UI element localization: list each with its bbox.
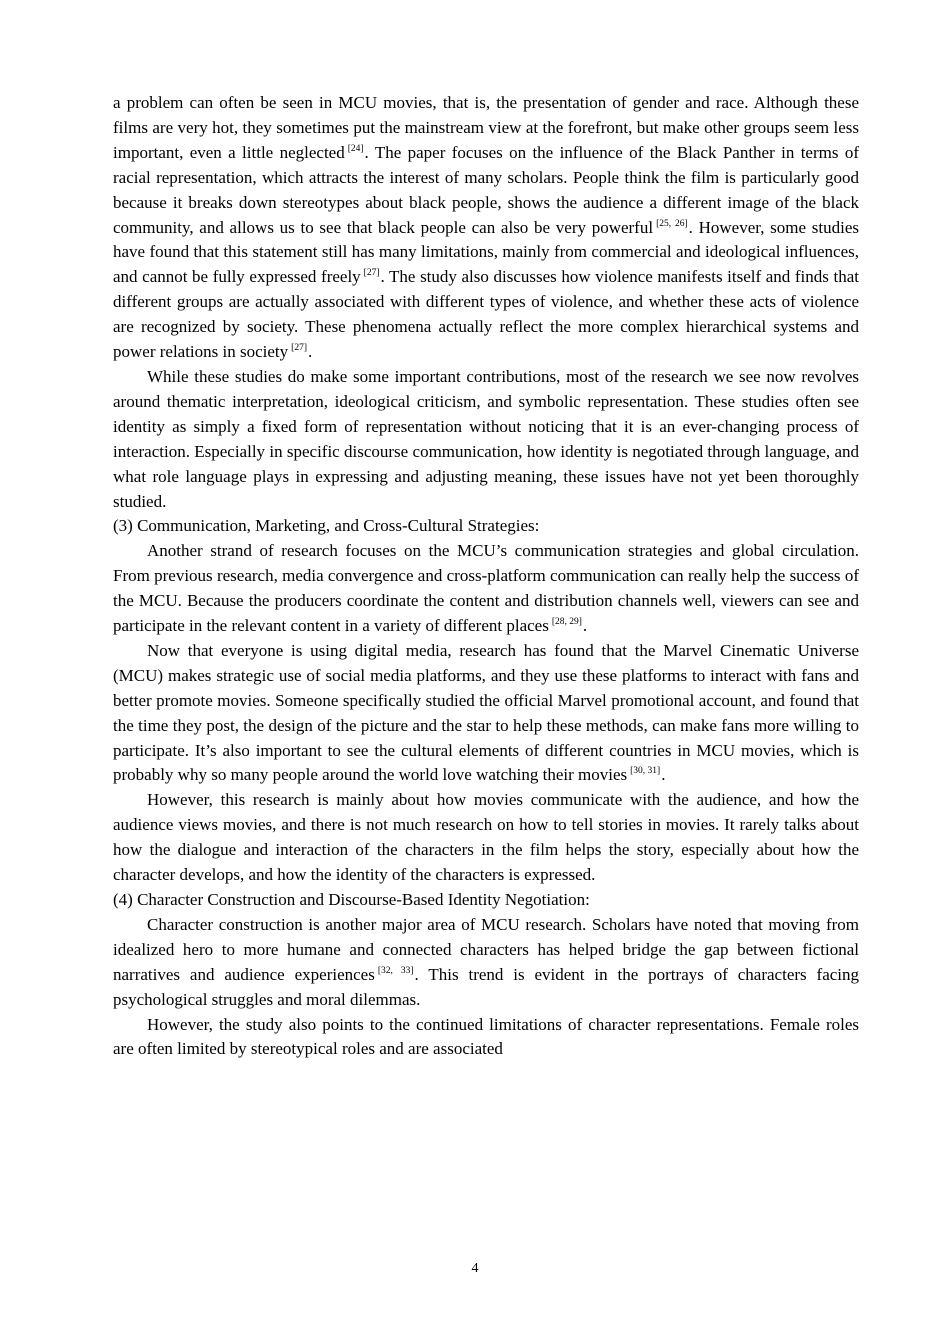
- paragraph-1-text-1: a problem can often be seen in MCU movies, that is, the presentation of gender and race. Although these films are very hot, they sometimes put the mainstream view at the forefront, but make other groups seem less important, even a little neglected: [113, 93, 859, 162]
- paragraph-4-text-2: .: [661, 765, 666, 785]
- paragraph-5: [113, 788, 859, 888]
- paragraph-6: [113, 913, 859, 1013]
- paragraph-1-text-5: .: [307, 342, 313, 362]
- paragraph-4-text-1: Now that everyone is using digital media, research has found that the Marvel Cinematic Universe (MCU) makes strategic use of social media platforms, and they use these platforms to interact with fans and better promote movies. Someone specifically studied the official Marvel promotional account, and found that the time they post, the design of the picture and the star to help these methods, can make fans more willing to participate. It’s also important to see the cultural elements of different countries in MCU movies, which is probably why so many people around the world love watching their movies: [113, 640, 859, 785]
- section-heading-3: (3) Communication, Marketing, and Cross-Cultural Strategies:: [113, 516, 540, 536]
- paragraph-1-text-4: . The study also discusses how violence manifests itself and finds that different groups are actually associated with different types of violence, and whether these acts of violence are recognized by society. These phenomena actually reflect the more complex hierarchical systems and power relations in society: [113, 267, 859, 362]
- citation: [25, 26]: [656, 218, 688, 229]
- paragraph-2: [113, 365, 859, 514]
- paragraph-3-text-2: .: [582, 616, 588, 636]
- paragraph-6-text-2: . This trend is evident in the portrays of characters facing psychological struggles and moral dilemmas.: [113, 964, 860, 1009]
- body-text: [113, 91, 859, 1062]
- citation: [27]: [363, 268, 380, 279]
- citation: [28, 29]: [551, 617, 582, 628]
- section-heading-4: (4) Character Construction and Discourse-Based Identity Negotiation:: [113, 890, 590, 909]
- paragraph-3: [113, 539, 859, 639]
- paragraph-1-text-3: . However, some studies have found that this statement still has many limitations, mainly from commercial and ideological influences, and cannot be fully expressed freely: [113, 217, 860, 287]
- paragraph-3-text-1: Another strand of research focuses on the MCU’s communication strategies and global circulation. From previous research, media convergence and cross-platform communication can really help the success of the MCU. Because the producers coordinate the content and distribution channels well, viewers can see and participate in the relevant content in a variety of different places: [113, 541, 859, 636]
- citation: [27]: [291, 343, 307, 354]
- paragraph-5-text: However, this research is mainly about how movies communicate with the audience, and how the audience views movies, and there is not much research on how to tell stories in movies. It rarely talks about how the dialogue and interaction of the characters in the film helps the story, especially about how the character develops, and how the identity of the characters is expressed.: [113, 790, 859, 885]
- paragraph-4: [113, 639, 859, 788]
- paragraph-2-text: While these studies do make some important contributions, most of the research we see now revolves around thematic interpretation, ideological criticism, and symbolic representation. These studies often see identity as simply a fixed form of representation without noticing that it is an ever-changing process of interaction. Especially in specific discourse communication, how identity is negotiated through language, and what role language plays in expressing and adjusting meaning, these issues have not yet been thoroughly studied.: [113, 366, 859, 511]
- paragraph-7-text: However, the study also points to the continued limitations of character representations. Female roles are often limited by stereotypical roles and are associated: [113, 1014, 859, 1059]
- paragraph-1: [113, 91, 859, 365]
- paragraph-1-text-2: . The paper focuses on the influence of the Black Panther in terms of racial representation, which attracts the interest of many scholars. People think the film is particularly good because it breaks down stereotypes about black people, shows the audience a different image of the black community, and allows us to see that black people can also be very powerful: [113, 142, 859, 237]
- paragraph-6-text-1: Character construction is another major area of MCU research. Scholars have noted that moving from idealized hero to more humane and connected characters has helped bridge the gap between fictional narratives and audience experiences: [113, 914, 859, 984]
- page-number: 4: [471, 1261, 479, 1276]
- citation: [30, 31]: [630, 766, 661, 777]
- paragraph-7: [113, 1013, 859, 1063]
- citation: [24]: [347, 143, 364, 154]
- citation: [32, 33]: [377, 965, 414, 976]
